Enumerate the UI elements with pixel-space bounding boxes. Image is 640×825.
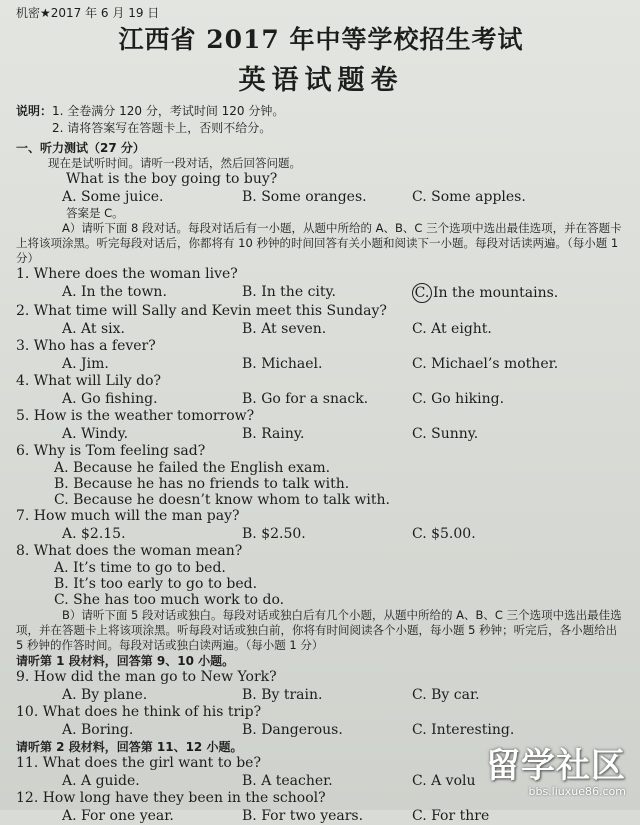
option-a: A. A guide. (62, 773, 140, 789)
option-b: B. By train. (242, 687, 323, 703)
option-c: C. For thre (412, 808, 490, 824)
question-3: 3. Who has a fever? (16, 338, 156, 354)
option-c (412, 283, 626, 303)
question-2: 2. What time will Sally and Kevin meet this Sunday? (16, 303, 387, 319)
question-4-options (16, 390, 626, 408)
question-9-options (16, 686, 626, 704)
example-options (16, 188, 626, 206)
material-1-heading: 请听第 1 段材料，回答第 9、10 小题。 (16, 654, 235, 668)
confidential-date: 机密★2017 年 6 月 19 日 (16, 6, 160, 20)
example-answer: 答案是 C。 (66, 206, 124, 220)
option-b: B. Go for a snack. (242, 391, 369, 407)
option-c: C. A volu (412, 773, 476, 789)
option-a: A. For one year. (62, 808, 174, 824)
option-c: C. At eight. (412, 321, 492, 337)
watermark-logo: 留学社区 (486, 746, 626, 786)
question-2-options (16, 320, 626, 338)
question-1: 1. Where does the woman live? (16, 266, 238, 282)
option-b: B. It’s too early to go to bed. (54, 576, 258, 592)
part-a-instructions: A）请听下面 8 段对话。每段对话后有一小题，从题中所给的 A、B、C 三个选项中选出最佳选项，并在答题卡上将该项涂黑。听完每段对话后，你都将有 10 秒钟的时间回答有关小题和阅读下一小题。每段对话读两遍。（每小题 1 分） (16, 221, 622, 265)
option-c: C. Some apples. (412, 189, 526, 205)
option-c: C. By car. (412, 687, 480, 703)
option-c: C. Interesting. (412, 722, 515, 738)
trial-intro: 现在是试听时间。请听一段对话，然后回答问题。 (48, 156, 301, 170)
option-a: A. $2.15. (62, 526, 126, 542)
option-b: B. A teacher. (242, 773, 333, 789)
option-b: B. At seven. (242, 321, 327, 337)
question-12: 12. How long have they been in the school? (16, 790, 326, 806)
question-10: 10. What does he think of his trip? (16, 704, 262, 720)
option-a: A. Go fishing. (62, 391, 158, 407)
watermark-url: bbs.liuxue86.com (528, 785, 626, 798)
question-7: 7. How much will the man pay? (16, 508, 240, 524)
question-7-options (16, 525, 626, 543)
instructions-label: 说明： (16, 104, 53, 118)
question-8: 8. What does the woman mean? (16, 543, 243, 559)
option-a: A. Because he failed the English exam. (54, 460, 331, 476)
option-b: B. For two years. (242, 808, 364, 824)
instruction-2: 2. 请将答案写在答题卡上，否则不给分。 (52, 121, 272, 135)
option-a: A. Jim. (62, 356, 109, 372)
option-b: B. Dangerous. (242, 722, 343, 738)
option-c: C. Go hiking. (412, 391, 505, 407)
question-3-options (16, 355, 626, 373)
option-b: B. Rainy. (242, 426, 305, 442)
question-11: 11. What does the girl want to be? (16, 755, 261, 771)
option-a: A. At six. (62, 321, 125, 337)
option-c: C. Michael’s mother. (412, 356, 559, 372)
option-b: B. Because he has no friends to talk with. (54, 476, 350, 492)
option-a: A. Windy. (62, 426, 129, 442)
watermark (476, 747, 626, 798)
option-c-text: In the mountains. (433, 285, 559, 301)
option-c: C. $5.00. (412, 526, 476, 542)
question-4: 4. What will Lily do? (16, 373, 162, 389)
option-b: B. In the city. (242, 284, 337, 300)
option-c: C. Sunny. (412, 426, 479, 442)
option-a: A. In the town. (62, 284, 167, 300)
part-b-instructions: B）请听下面 5 段对话或独白。每段对话或独白后有几个小题，从题中所给的 A、B、C 三个选项中选出最佳选项，并在答题卡上将该项涂黑。听每段对话或独白前，你将有时间阅读各个小题，每小题 5 秒钟；听完后，各小题给出 5 秒钟的作答时间。每段对话或独白读两遍。（每小题 1 分） (16, 608, 622, 652)
question-10-options (16, 721, 626, 739)
option-b: B. $2.50. (242, 526, 306, 542)
question-6: 6. Why is Tom feeling sad? (16, 443, 206, 459)
option-a: A. Boring. (62, 722, 134, 738)
instructions (16, 103, 626, 137)
option-b: B. Some oranges. (242, 189, 367, 205)
question-5: 5. How is the weather tomorrow? (16, 408, 255, 424)
option-a: A. By plane. (62, 687, 148, 703)
circled-answer-mark: C. (412, 283, 432, 303)
option-a: A. It’s time to go to bed. (54, 560, 226, 576)
question-9: 9. How did the man go to New York? (16, 669, 277, 685)
option-c: C. She has too much work to do. (54, 592, 285, 608)
instruction-1: 1. 全卷满分 120 分，考试时间 120 分钟。 (52, 104, 285, 118)
material-2-heading: 请听第 2 段材料，回答第 11、12 小题。 (16, 740, 243, 754)
option-c: C. Because he doesn’t know whom to talk with. (54, 492, 390, 508)
question-5-options (16, 425, 626, 443)
section-title: 一、听力测试（27 分） (16, 141, 145, 155)
option-b: B. Michael. (242, 356, 323, 372)
option-a: A. Some juice. (62, 189, 164, 205)
exam-title: 江西省 2017 年中等学校招生考试 (118, 25, 524, 54)
question-1-options (16, 283, 626, 303)
example-question: What is the boy going to buy? (66, 171, 278, 187)
exam-subtitle: 英语试题卷 (238, 65, 404, 96)
